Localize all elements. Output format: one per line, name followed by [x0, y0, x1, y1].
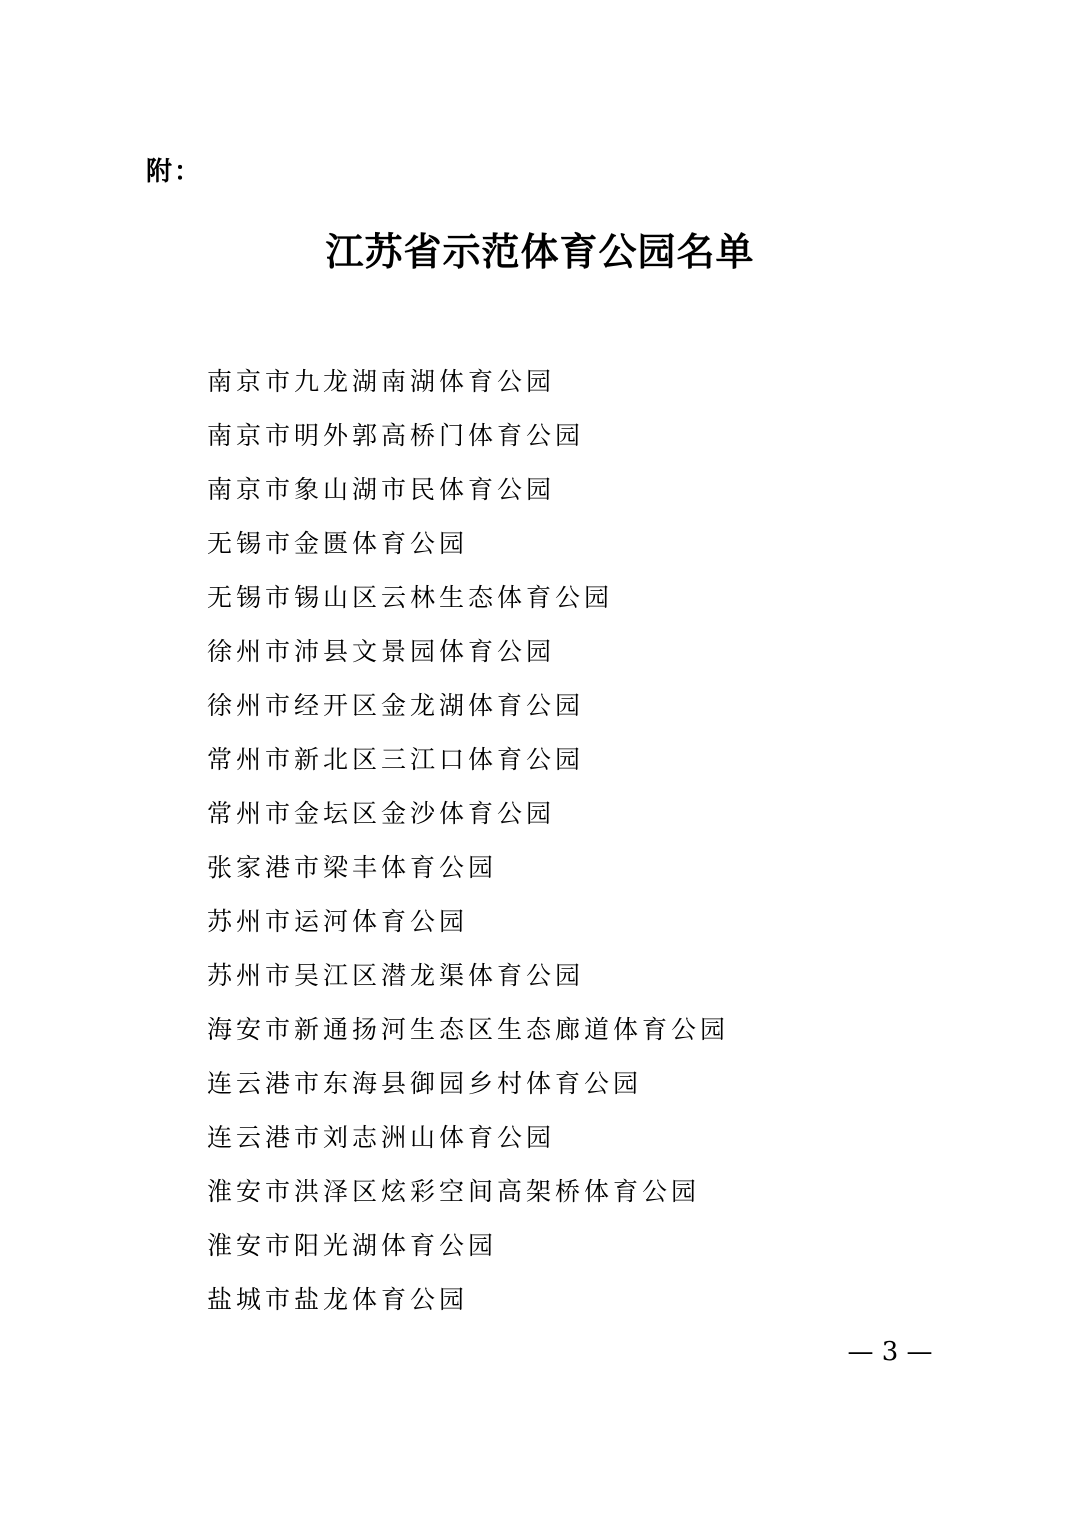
list-item: 盐城市盐龙体育公园 — [207, 1285, 469, 1314]
list-item: 无锡市金匮体育公园 — [207, 529, 469, 558]
list-item: 南京市明外郭高桥门体育公园 — [207, 421, 585, 450]
list-item: 苏州市运河体育公园 — [207, 907, 469, 936]
list-item: 淮安市洪泽区炫彩空间高架桥体育公园 — [207, 1177, 701, 1206]
list-item: 无锡市锡山区云林生态体育公园 — [207, 583, 614, 612]
list-item: 常州市新北区三江口体育公园 — [207, 745, 585, 774]
list-item: 苏州市吴江区潜龙渠体育公园 — [207, 961, 585, 990]
list-item: 南京市九龙湖南湖体育公园 — [207, 367, 556, 396]
list-item: 张家港市梁丰体育公园 — [207, 853, 498, 882]
list-item: 徐州市经开区金龙湖体育公园 — [207, 691, 585, 720]
list-item: 淮安市阳光湖体育公园 — [207, 1231, 498, 1260]
park-list — [207, 360, 729, 1332]
list-item: 南京市象山湖市民体育公园 — [207, 475, 556, 504]
list-item: 徐州市沛县文景园体育公园 — [207, 637, 556, 666]
list-item: 连云港市刘志洲山体育公园 — [207, 1123, 556, 1152]
page-number: — 3 — — [847, 1337, 933, 1367]
document-title: 江苏省示范体育公园名单 — [325, 229, 755, 274]
attachment-label: 附： — [146, 157, 203, 187]
list-item: 连云港市东海县御园乡村体育公园 — [207, 1069, 643, 1098]
list-item: 常州市金坛区金沙体育公园 — [207, 799, 556, 828]
list-item: 海安市新通扬河生态区生态廊道体育公园 — [207, 1015, 730, 1044]
